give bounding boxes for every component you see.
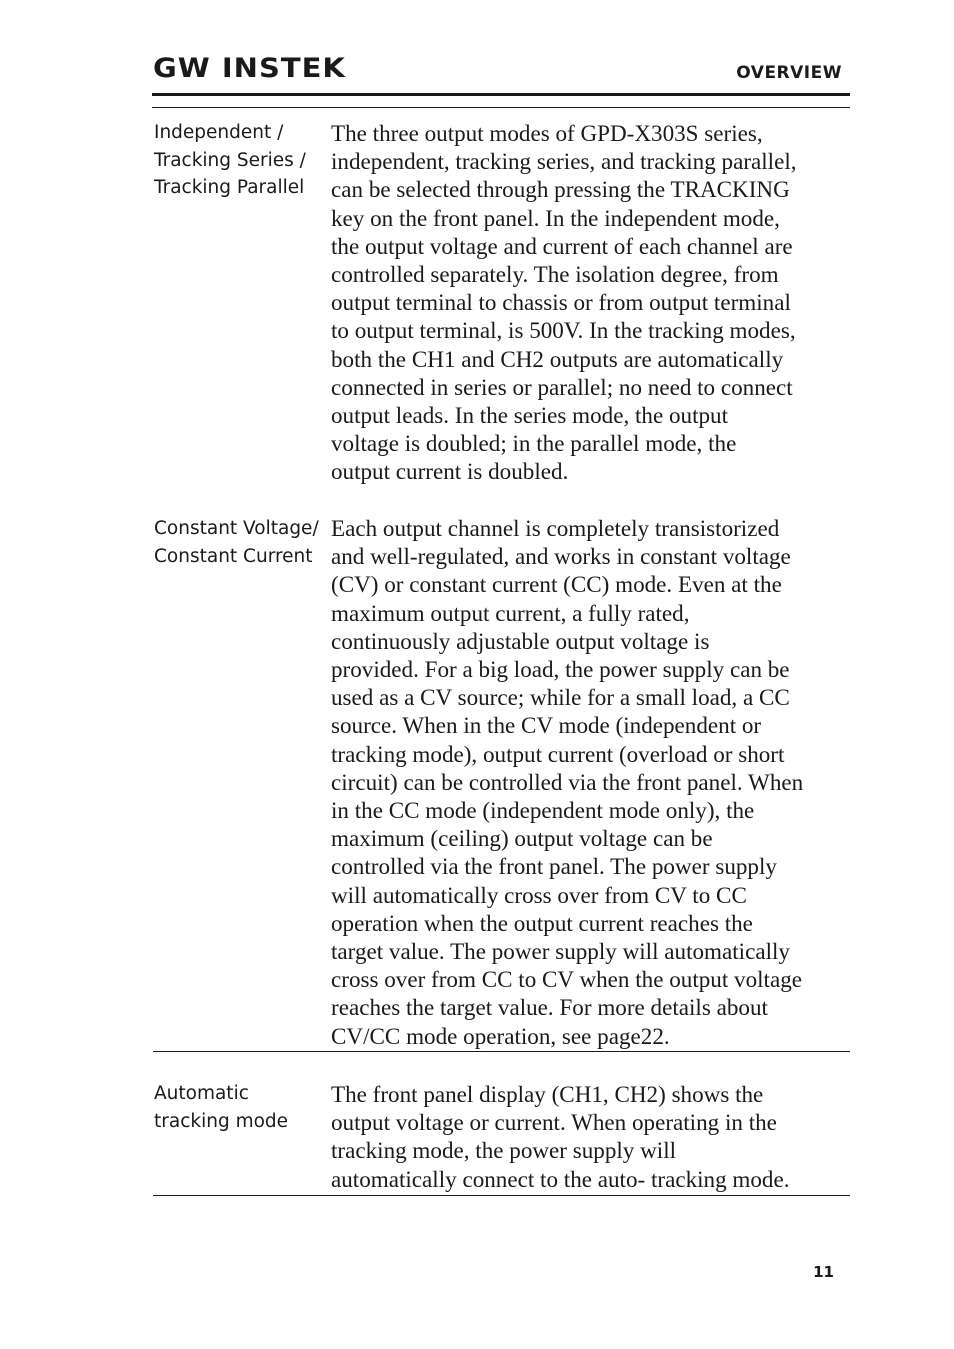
section-divider bbox=[153, 1051, 850, 1052]
page-number: 11 bbox=[813, 1263, 834, 1281]
entry-term: Automatic tracking mode bbox=[154, 1083, 289, 1132]
entry-description: Each output channel is completely transistorized and well-regulated, and works in constant voltage (CV) or constant current (CC) mode. Even at the maximum output current, a fully rated, continuously adjustable output voltage is provided. For a big load, the power supply can be used as a CV source; while for a small load, a CC source. When in the CV mode (independent or tracking mode), output current (overload or short circuit) can be controlled via the front panel. When in the CC mode (independent mode only), the maximum (ceiling) output voltage can be controlled via the front panel. The power supply will automatically cross over from CV to CC operation when the output current reaches the target value. The power supply will automatically cross over from CC to CV when the output voltage reaches the target value. For more details about CV/CC mode operation, see page22. bbox=[331, 515, 804, 1049]
entry-term: Independent / Tracking Series / Tracking Parallel bbox=[154, 122, 306, 198]
section-title: OVERVIEW bbox=[736, 63, 842, 83]
entry-description: The front panel display (CH1, CH2) shows the output voltage or current. When operating in the tracking mode, the power supply will automatically connect to the auto- tracking mode. bbox=[331, 1081, 790, 1192]
header-rule-thin bbox=[152, 107, 850, 108]
entry-term: Constant Voltage/ Constant Current bbox=[154, 518, 319, 567]
entry-description: The three output modes of GPD-X303S series, independent, tracking series, and tracking parallel, can be selected through pressing the TRACKING key on the front panel. In the independent mode, the output voltage and current of each channel are controlled separately. The isolation degree, from output terminal to chassis or from output terminal to output terminal, is 500V. In the tracking modes, both the CH1 and CH2 outputs are automatically connected in series or parallel; no need to connect output leads. In the series mode, the output voltage is doubled; in the parallel mode, the output current is doubled. bbox=[331, 120, 797, 485]
header-rule-thick bbox=[152, 93, 850, 96]
brand-logo: GW INSTEK bbox=[153, 52, 346, 84]
section-divider bbox=[153, 1195, 850, 1196]
